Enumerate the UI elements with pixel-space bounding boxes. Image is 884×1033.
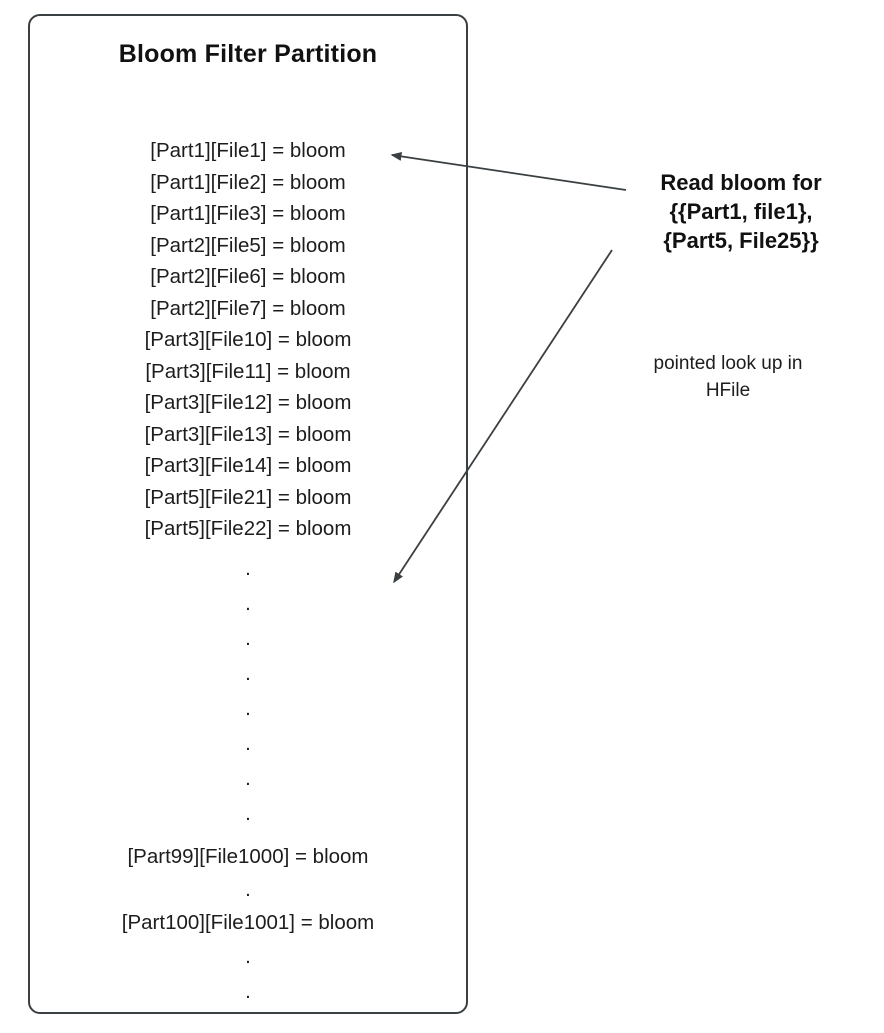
list-item: [Part100][File1001] = bloom — [121, 911, 375, 934]
pointed-lookup-line-1: pointed look up in — [653, 353, 803, 374]
pointed-lookup-line-2: HFile — [705, 380, 751, 401]
list-item: [Part2][File6] = bloom — [150, 265, 346, 288]
list-item: [Part1][File3] = bloom — [150, 202, 346, 225]
list-item: [Part5][File22] = bloom — [144, 517, 352, 540]
arrow-read-bloom — [392, 155, 626, 190]
list-item: [Part99][File1000] = bloom — [127, 844, 369, 868]
ellipsis-dot: . — [245, 626, 251, 650]
list-item: [Part2][File7] = bloom — [150, 296, 346, 320]
list-item: [Part3][File13] = bloom — [144, 422, 352, 446]
read-bloom-line-2: {{Part1, file1}, — [669, 199, 813, 224]
list-item: [Part3][File11] = bloom — [145, 359, 351, 383]
list-item: [Part3][File10] = bloom — [144, 328, 352, 351]
ellipsis-dot: . — [245, 878, 251, 901]
list-item: [Part5][File21] = bloom — [144, 485, 352, 509]
ellipsis-dot: . — [245, 979, 251, 1003]
ellipsis-dot: . — [245, 944, 251, 968]
ellipsis-dot: . — [245, 556, 251, 580]
read-bloom-line-1: Read bloom for — [660, 170, 822, 195]
pointed-lookup-annotation — [578, 350, 878, 404]
list-item: [Part1][File2] = bloom — [150, 170, 346, 194]
partition-title: Bloom Filter Partition — [118, 40, 378, 68]
read-bloom-annotation — [600, 168, 882, 255]
list-item: [Part1][File1] = bloom — [150, 139, 346, 162]
ellipsis-dot: . — [245, 696, 251, 720]
arrow-pointed-lookup — [394, 250, 612, 582]
ellipsis-dot: . — [245, 661, 251, 685]
ellipsis-dot: . — [245, 591, 251, 615]
list-item: [Part3][File14] = bloom — [144, 454, 352, 477]
list-item: [Part2][File5] = bloom — [150, 233, 346, 257]
ellipsis-dot: . — [245, 731, 251, 755]
ellipsis-dot: . — [245, 801, 251, 825]
ellipsis-dot: . — [245, 766, 251, 790]
read-bloom-line-3: {Part5, File25}} — [663, 228, 819, 253]
list-item: [Part3][File12] = bloom — [144, 391, 352, 414]
